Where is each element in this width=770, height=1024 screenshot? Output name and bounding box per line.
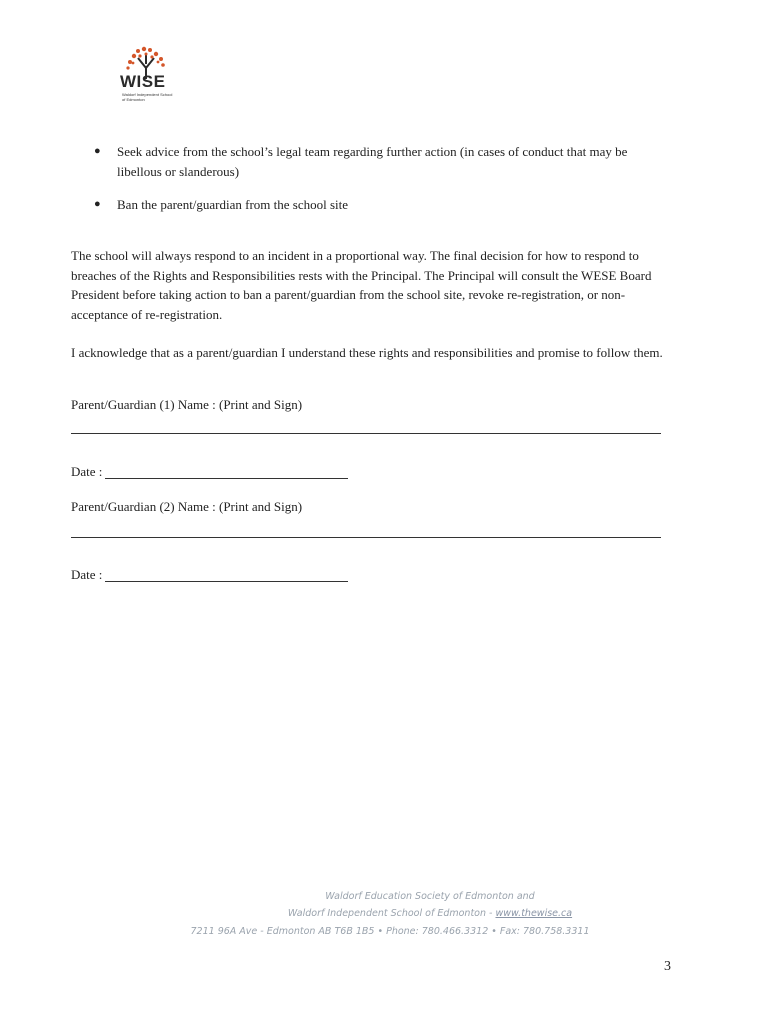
bullet-icon: ● xyxy=(94,145,101,157)
list-item-text: Seek advice from the school’s legal team regarding further action (in cases of conduct that may be libellous or slanderous) xyxy=(117,144,628,179)
guardian2-label: Parent/Guardian (2) Name : (Print and Sign) xyxy=(71,499,303,514)
bullet-icon: ● xyxy=(94,198,101,210)
footer-separator: - xyxy=(486,908,496,919)
list-item-text: Ban the parent/guardian from the school site xyxy=(117,197,349,212)
acknowledgement-paragraph: I acknowledge that as a parent/guardian I understand these rights and responsibilities and promise to follow them. xyxy=(71,345,663,360)
wise-logo xyxy=(116,46,176,106)
page-number: 3 xyxy=(664,959,671,974)
date2-label: Date : xyxy=(71,567,103,582)
date2-line[interactable] xyxy=(105,581,348,582)
date1-row xyxy=(71,463,348,481)
list-item xyxy=(94,195,654,215)
footer-school-name: Waldorf Independent School of Edmonton xyxy=(287,908,487,919)
footer-line-2 xyxy=(140,905,720,922)
guardian1-label: Parent/Guardian (1) Name : (Print and Sign) xyxy=(71,397,303,412)
footer-address: 7211 96A Ave - Edmonton AB T6B 1B5 • Phone: 780.466.3312 • Fax: 780.758.3311 xyxy=(190,926,590,937)
guardian2-signature-line[interactable] xyxy=(71,537,661,538)
response-paragraph: The school will always respond to an incident in a proportional way. The final decision for how to respond to breaches of the Rights and Responsibilities rests with the Principal. The Principal will consult the WESE Board President before taking action to ban a parent/guardian from the school site, revoke re-registration, or non-acceptance of re-registration. xyxy=(71,248,652,322)
guardian1-signature-line[interactable] xyxy=(71,433,661,434)
logo-wordmark: WISE xyxy=(120,72,166,91)
date1-label: Date : xyxy=(71,464,103,479)
date2-row xyxy=(71,566,348,584)
footer-line-1: Waldorf Education Society of Edmonton and xyxy=(325,891,535,902)
website-link[interactable]: www.thewise.ca xyxy=(495,908,573,919)
bullet-list xyxy=(94,142,654,229)
logo-subtitle: Waldorf Independent School of Edmonton xyxy=(122,92,173,102)
date1-line[interactable] xyxy=(105,478,348,479)
list-item xyxy=(94,142,654,181)
